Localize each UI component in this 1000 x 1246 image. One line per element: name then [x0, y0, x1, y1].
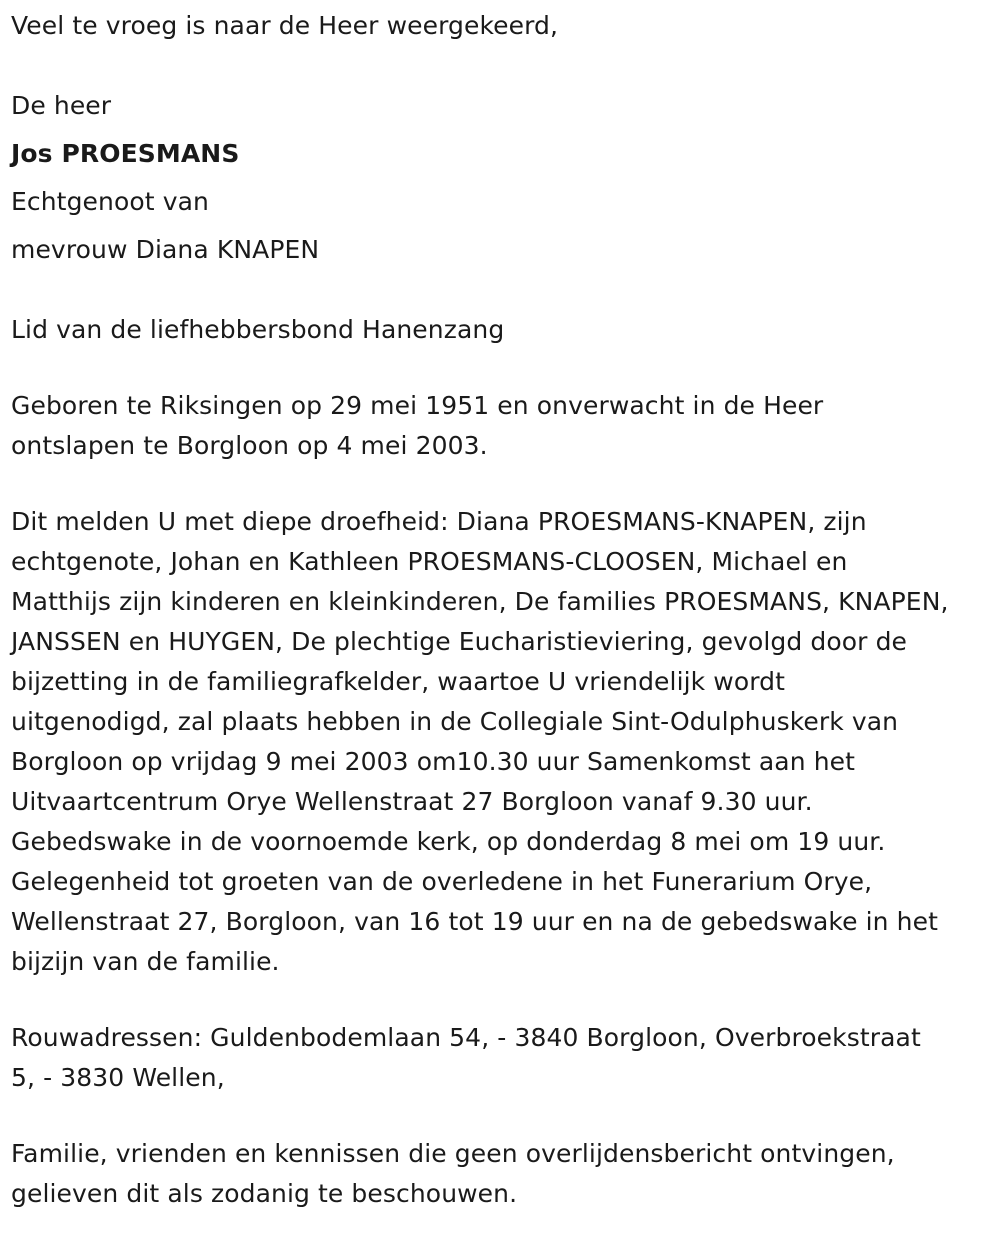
paragraph-line: Gelegenheid tot groeten van de overledene in het Funerarium Orye, [11, 867, 873, 896]
paragraph-line: Rouwadressen: Guldenbodemlaan 54, - 3840 Borgloon, Overbroekstraat [11, 1023, 921, 1052]
paragraph-line: Dit melden U met diepe droefheid: Diana PROESMANS-KNAPEN, zijn [11, 507, 867, 536]
opening-line: Veel te vroeg is naar de Heer weergekeerd, [11, 11, 559, 40]
paragraph-line: gelieven dit als zodanig te beschouwen. [11, 1179, 518, 1208]
paragraph-line: Uitvaartcentrum Orye Wellenstraat 27 Borgloon vanaf 9.30 uur. [11, 787, 813, 816]
membership-line: Lid van de liefhebbersbond Hanenzang [11, 315, 505, 344]
paragraph-line: Borgloon op vrijdag 9 mei 2003 om10.30 uur Samenkomst aan het [11, 747, 856, 776]
paragraph-line: ontslapen te Borgloon op 4 mei 2003. [11, 431, 488, 460]
salutation: De heer [11, 91, 112, 120]
paragraph-line: JANSSEN en HUYGEN, De plechtige Eucharistieviering, gevolgd door de [11, 627, 908, 656]
paragraph-line: Geboren te Riksingen op 29 mei 1951 en onverwacht in de Heer [11, 391, 824, 420]
paragraph-line: Familie, vrienden en kennissen die geen overlijdensbericht ontvingen, [11, 1139, 895, 1168]
birth-death-paragraph [11, 386, 991, 466]
obituary-notice [11, 0, 991, 1214]
paragraph-line: Gebedswake in de voornoemde kerk, op donderdag 8 mei om 19 uur. [11, 827, 886, 856]
announcement-paragraph [11, 502, 991, 982]
paragraph-line: Wellenstraat 27, Borgloon, van 16 tot 19 uur en na de gebedswake in het [11, 907, 938, 936]
addresses-paragraph [11, 1018, 991, 1098]
closing-paragraph [11, 1134, 991, 1214]
paragraph-line: bijzetting in de familiegrafkelder, waartoe U vriendelijk wordt [11, 667, 786, 696]
paragraph-line: uitgenodigd, zal plaats hebben in de Collegiale Sint-Odulphuskerk van [11, 707, 899, 736]
spouse-label: Echtgenoot van [11, 187, 209, 216]
deceased-name: Jos PROESMANS [11, 139, 240, 168]
paragraph-line: Matthijs zijn kinderen en kleinkinderen, De families PROESMANS, KNAPEN, [11, 587, 949, 616]
paragraph-line: 5, - 3830 Wellen, [11, 1063, 225, 1092]
paragraph-line: echtgenote, Johan en Kathleen PROESMANS-CLOOSEN, Michael en [11, 547, 848, 576]
paragraph-line: bijzijn van de familie. [11, 947, 280, 976]
spouse-name: mevrouw Diana KNAPEN [11, 235, 320, 264]
